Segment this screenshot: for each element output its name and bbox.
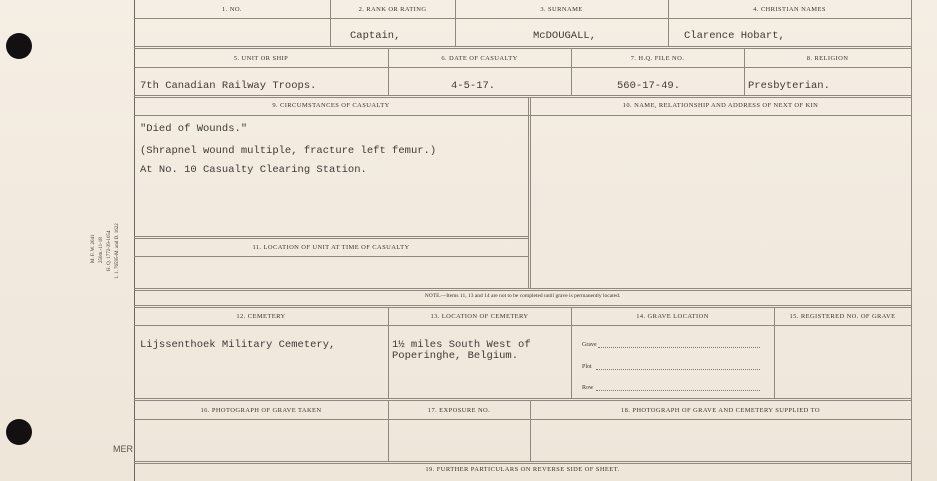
hq-file-value: 560-17-49.	[617, 80, 681, 92]
header-religion: 8. RELIGION	[806, 55, 849, 62]
header-hq-file: 7. H.Q. FILE NO.	[630, 55, 685, 62]
header-location-cemetery: 13. LOCATION OF CEMETERY	[430, 313, 529, 320]
header-circumstances: 9. CIRCUMSTANCES OF CASUALTY	[272, 102, 390, 109]
punch-hole-bottom	[6, 419, 32, 445]
header-rank: 2. RANK OR RATING	[358, 6, 427, 13]
side-code: M. F. W. 2041	[91, 234, 96, 263]
header-photo-supplied: 18. PHOTOGRAPH OF GRAVE AND CEMETERY SUPPLIED TO	[620, 407, 821, 414]
christian-names-value: Clarence Hobart,	[684, 30, 785, 42]
footer-text: 19. FURTHER PARTICULARS ON REVERSE SIDE OF SHEET.	[425, 466, 620, 473]
location-cemetery-line: Poperinghe, Belgium.	[392, 350, 519, 362]
side-code: 1. 1. 76595-M. and D. 1622	[115, 223, 120, 279]
row-field-label: Row	[582, 385, 594, 391]
left-mark: MER	[113, 444, 133, 454]
header-exposure: 17. EXPOSURE NO.	[427, 407, 491, 414]
header-registered-no: 15. REGISTERED NO. OF GRAVE	[789, 313, 896, 320]
header-next-of-kin: 10. NAME, RELATIONSHIP AND ADDRESS OF NEXT OF KIN	[622, 102, 819, 109]
header-location-unit: 11. LOCATION OF UNIT AT TIME OF CASUALTY	[252, 244, 410, 251]
header-unit: 5. UNIT OR SHIP	[233, 55, 289, 62]
date-value: 4-5-17.	[451, 80, 496, 92]
header-christian-names: 4. CHRISTIAN NAMES	[753, 6, 826, 13]
circumstances-line: (Shrapnel wound multiple, fracture left femur.)	[140, 145, 437, 157]
grave-field-label: Grave	[582, 342, 597, 348]
side-print-codes	[89, 215, 131, 285]
rank-value: Captain,	[350, 30, 401, 42]
unit-value: 7th Canadian Railway Troops.	[140, 80, 317, 92]
side-code: H. Q. 1772-39-1054	[107, 230, 112, 271]
note-text: NOTE.—Items 11, 13 and 14 are not to be completed until grave is permanently located.	[424, 293, 621, 299]
circumstances-line: At No. 10 Casualty Clearing Station.	[140, 164, 367, 176]
punch-hole-top	[6, 33, 32, 59]
location-cemetery-line: 1½ miles South West of	[392, 339, 531, 351]
cemetery-value: Lijssenthoek Military Cemetery,	[140, 339, 336, 351]
header-cemetery: 12. CEMETERY	[236, 313, 286, 320]
header-surname: 3. SURNAME	[540, 6, 583, 13]
header-date: 6. DATE OF CASUALTY	[441, 55, 518, 62]
header-no: 1. NO.	[222, 6, 242, 13]
circumstances-line: "Died of Wounds."	[140, 123, 248, 135]
religion-value: Presbyterian.	[748, 80, 830, 92]
header-grave-location: 14. GRAVE LOCATION	[636, 313, 709, 320]
side-code: 250m.-11-18	[99, 237, 104, 263]
plot-field-label: Plot	[582, 364, 592, 370]
surname-value: McDOUGALL,	[533, 30, 597, 42]
header-photo-taken: 16. PHOTOGRAPH OF GRAVE TAKEN	[200, 407, 322, 414]
